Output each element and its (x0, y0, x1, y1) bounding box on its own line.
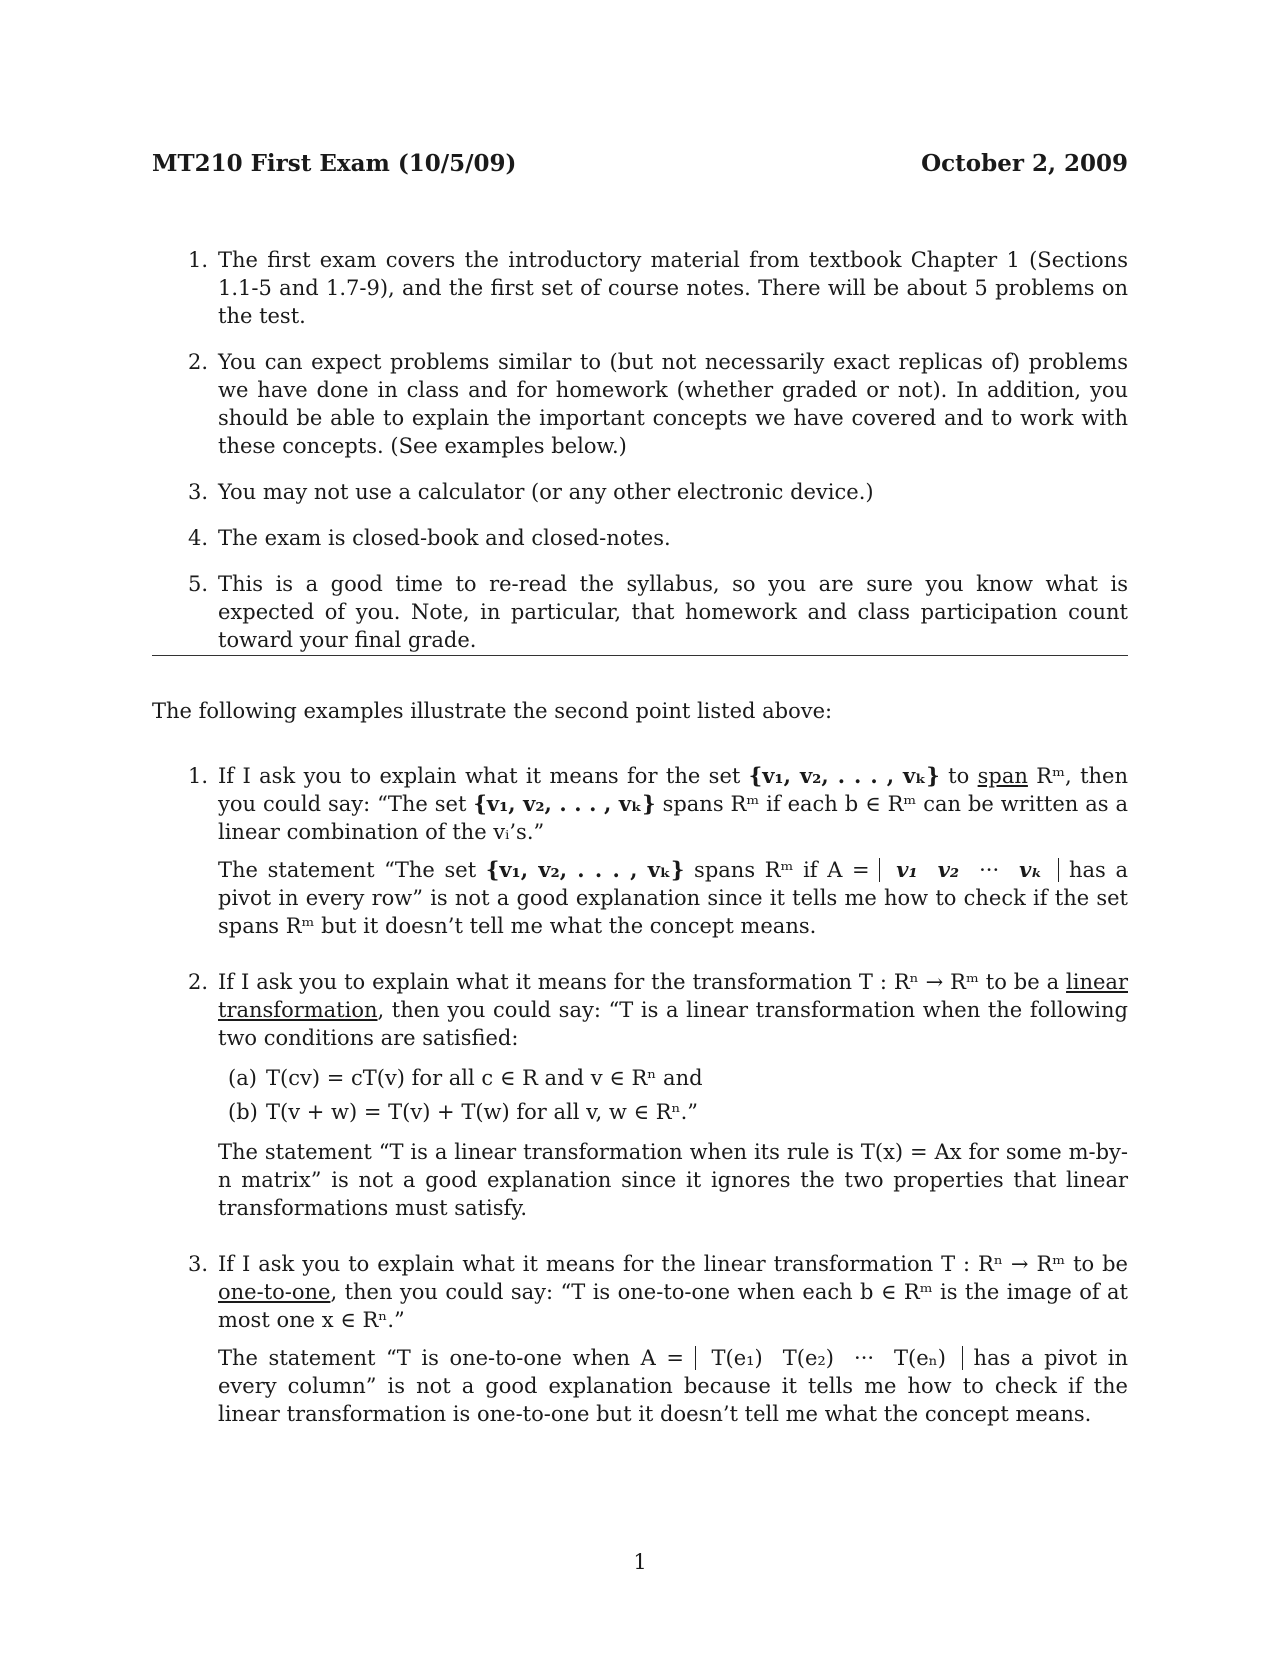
example-counterexample (218, 1344, 1128, 1428)
condition-text: T(cv) = cT(v) for all c ∈ R and v ∈ Rⁿ and (266, 1066, 703, 1090)
text-run: spans Rᵐ if each b ∈ Rᵐ can be written as a linear combination of the vᵢ’s.” (218, 792, 1128, 844)
example-counterexample: The statement “T is a linear transformation when its rule is T(x) = Ax for some m-by-n matrix” is not a good explanation since it ignores the two properties that linear transformations must satisfy. (218, 1140, 1128, 1220)
rule-number: 5. (187, 572, 208, 596)
rule-text: The exam is closed-book and closed-notes. (218, 526, 671, 550)
example-answer (218, 762, 1128, 846)
text-run: has a pivot in every column” is not a good explanation because it tells me how to check if the linear transformation is one-to-one but it doesn’t tell me what the concept means. (218, 1346, 1129, 1426)
rule-text: You may not use a calculator (or any other electronic device.) (218, 480, 874, 504)
text-run: , then you could say: “T is one-to-one when each b ∈ Rᵐ is the image of at most one x ∈ Rⁿ.” (218, 1280, 1128, 1332)
exam-rules-list (176, 246, 1128, 672)
matrix (695, 1346, 963, 1370)
condition-item (228, 1064, 1128, 1092)
text-run: If I ask you to explain what it means for the linear transformation T : Rⁿ → Rᵐ to be (218, 1252, 1128, 1276)
rule-item (176, 478, 1128, 506)
text-run: has a pivot in every row” is not a good explanation since it tells me how to check if the set spans Rᵐ but it doesn’t tell me what the concept means. (218, 858, 1128, 938)
rule-item (176, 348, 1128, 460)
examples-list (176, 762, 1128, 1456)
exam-date: October 2, 2009 (921, 150, 1128, 177)
example-number: 3. (187, 1252, 208, 1276)
rule-item (176, 570, 1128, 654)
matrix-entry: T(e₁) (711, 1346, 763, 1370)
matrix-entry: v₁ (896, 857, 918, 882)
matrix-entry: vₖ (1019, 857, 1043, 882)
concept-term: one-to-one (218, 1280, 331, 1304)
text-run: The statement “T is one-to-one when A = (218, 1346, 695, 1370)
example-item-linear (176, 968, 1128, 1232)
rule-text: You can expect problems similar to (but not necessarily exact replicas of) problems we have done in class and for homework (whether graded or not). In addition, you should be able to explain the important concepts we have covered and to work with these concepts. (See examples below.) (218, 350, 1128, 458)
examples-intro: The following examples illustrate the second point listed above: (152, 699, 833, 723)
text-run: , then you could say: “T is a linear transformation when the following two conditions are satisfied: (218, 998, 1128, 1050)
rule-number: 2. (187, 350, 208, 374)
exam-page (152, 0, 1128, 1656)
matrix-entry: T(eₙ) (894, 1346, 946, 1370)
text-run: If I ask you to explain what it means for the transformation T : Rⁿ → Rᵐ to be a (218, 970, 1067, 994)
text-run: If I ask you to explain what it means for the set (218, 764, 749, 788)
matrix (879, 858, 1059, 882)
math-set: {v₁, v₂, . . . , vₖ} (473, 791, 656, 816)
condition-text: T(v + w) = T(v) + T(w) for all v, w ∈ Rⁿ.” (266, 1100, 699, 1124)
rule-text: The first exam covers the introductory material from textbook Chapter 1 (Sections 1.1-5 and 1.7-9), and the first set of course notes. There will be about 5 problems on the test. (218, 248, 1128, 328)
section-divider (152, 655, 1128, 656)
text-run: The statement “The set (218, 858, 486, 882)
matrix-entry: T(e₂) (782, 1346, 835, 1370)
text-run: spans Rᵐ if A = (684, 858, 880, 882)
rule-number: 3. (187, 480, 208, 504)
example-item-one-to-one (176, 1250, 1128, 1438)
exam-title: MT210 First Exam (10/5/09) (152, 150, 517, 177)
concept-term: linear transformation (218, 970, 1128, 1022)
matrix-entry: v₂ (937, 857, 960, 882)
math-set: {v₁, v₂, . . . , vₖ} (748, 763, 940, 788)
example-body (218, 1250, 1128, 1438)
condition-label: (b) (228, 1100, 258, 1124)
rule-number: 4. (187, 526, 208, 550)
matrix-entry: ··· (979, 858, 1000, 882)
math-set: {v₁, v₂, . . . , vₖ} (485, 857, 685, 882)
condition-item (228, 1098, 1128, 1126)
page-number: 1 (633, 1550, 647, 1574)
example-counterexample (218, 856, 1128, 940)
example-answer (218, 968, 1128, 1052)
text-run: Rᵐ, then you could say: “The set (218, 764, 1128, 816)
rule-number: 1. (187, 248, 208, 272)
example-body (218, 968, 1128, 1232)
example-number: 1. (187, 764, 208, 788)
conditions-list (228, 1064, 1128, 1126)
rule-item (176, 524, 1128, 552)
page-header (152, 150, 1128, 178)
condition-label: (a) (228, 1066, 257, 1090)
matrix-entry: ··· (854, 1346, 875, 1370)
example-body (218, 762, 1128, 950)
rule-text: This is a good time to re-read the syllabus, so you are sure you know what is expected of you. Note, in particular, that homework and class participation count toward your final grade. (218, 572, 1128, 652)
concept-term: span (977, 764, 1028, 788)
example-number: 2. (187, 970, 208, 994)
example-item-span (176, 762, 1128, 950)
example-answer (218, 1250, 1128, 1334)
rule-item (176, 246, 1128, 330)
text-run: to (939, 764, 978, 788)
